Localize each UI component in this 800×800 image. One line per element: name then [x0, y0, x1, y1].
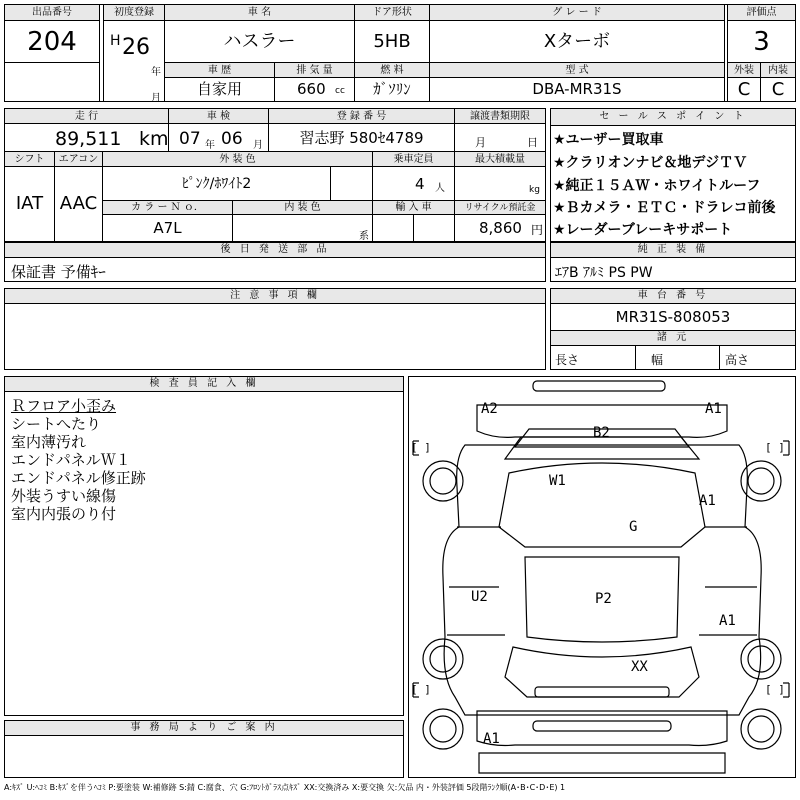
- inspection-year-unit: 年: [205, 140, 215, 151]
- chassis-label: 車 台 番 号: [551, 289, 795, 304]
- score-label: 評価点: [727, 5, 795, 21]
- bracket-right-top: [ ]: [765, 441, 785, 454]
- capacity-value: 4: [415, 175, 425, 193]
- inspection-label: 車 検: [169, 109, 269, 124]
- bracket-left-top: [ ]: [411, 441, 431, 454]
- capacity-box: [373, 167, 455, 201]
- max-load-label: 最大積載量: [455, 152, 545, 167]
- exterior-value: C: [727, 78, 761, 101]
- mark-w1: W1: [549, 473, 566, 489]
- shift-label: シフト: [5, 152, 55, 167]
- header-info-box: [4, 4, 796, 102]
- interior-value: C: [771, 79, 785, 100]
- bracket-right-bottom: [ ]: [765, 683, 785, 696]
- transfer-month-unit: 月: [475, 136, 486, 149]
- inspector-line-6: 外装うすい線傷: [11, 487, 117, 505]
- shift-value: IAT: [5, 167, 55, 241]
- sales-points-box: [550, 108, 796, 242]
- exterior-label: 外装: [727, 63, 761, 78]
- interior-label: 内装: [761, 63, 795, 78]
- plate-value: 習志野 580ｾ4789: [269, 124, 455, 152]
- fuel-label: 燃 料: [355, 63, 430, 78]
- first-registration-label: 初度登録: [103, 5, 165, 21]
- inspector-line-7: 室内内張のり付: [11, 505, 117, 523]
- transfer-deadline-label: 譲渡書類期限: [455, 109, 545, 124]
- year-unit: 年: [151, 67, 161, 78]
- month-unit: 月: [151, 93, 161, 104]
- mark-g: G: [629, 519, 638, 535]
- notes-box: [4, 288, 546, 370]
- bracket-left-bottom: [ ]: [411, 683, 431, 696]
- year-value: 26: [122, 35, 150, 60]
- inspection-box: [169, 124, 269, 152]
- office-label: 事 務 局 よ り ご 案 内: [5, 721, 403, 736]
- inspection-month: 06: [221, 129, 243, 149]
- mileage-label: 走 行: [5, 109, 169, 124]
- capacity-label: 乗車定員: [373, 152, 455, 167]
- ac-label: エアコン: [55, 152, 103, 167]
- car-diagram-box: [408, 376, 796, 778]
- inspector-line-2: シートへたり: [11, 415, 102, 433]
- transfer-day-unit: 日: [527, 136, 538, 149]
- later-parts-label: 後 日 発 送 部 品: [5, 242, 545, 258]
- mark-a1-right: A1: [699, 493, 716, 509]
- lot-number-label: 出品番号: [5, 5, 100, 21]
- equipment-box: [550, 242, 796, 282]
- recycle-label: リサイクル預託金: [455, 201, 545, 215]
- max-load-unit: kg: [529, 185, 540, 195]
- interior-color-unit: 系: [359, 231, 369, 242]
- recycle-box: [455, 215, 545, 241]
- later-parts-value: 保証書 予備ｷｰ: [11, 263, 106, 281]
- recycle-value: 8,860: [479, 219, 522, 237]
- door-type-label: ドア形状: [355, 5, 430, 21]
- lot-number-value: 204: [5, 21, 100, 63]
- displacement-box: [275, 78, 355, 101]
- later-parts-box: [4, 242, 546, 282]
- sales-point-1: ★ユーザー買取車: [553, 132, 664, 148]
- interior-color-box: [233, 215, 373, 241]
- inspector-line-4: エンドパネルＷ１: [11, 451, 131, 469]
- grade-label: グ レ ー ド: [430, 5, 725, 21]
- car-name-label: 車 名: [165, 5, 355, 21]
- transfer-deadline-box: [455, 124, 545, 152]
- length-label: 長さ: [555, 353, 580, 367]
- ac-value: AAC: [55, 167, 103, 241]
- first-registration-box: [103, 21, 165, 104]
- mileage-value: 89,511: [55, 128, 122, 150]
- inspector-line-1: Ｒフロア小歪み: [11, 397, 117, 415]
- exterior-color-label: 外 装 色: [103, 152, 373, 167]
- lot-blank: [5, 63, 100, 101]
- sales-points-label: セ ー ル ス ポ イ ン ト: [551, 109, 795, 126]
- mark-b2: B2: [593, 425, 610, 441]
- exterior-color-value: ﾋﾟﾝｸ/ﾎﾜｲﾄ2: [103, 167, 331, 201]
- mark-a1-front: A1: [705, 401, 722, 417]
- model-label: 型 式: [430, 63, 725, 78]
- inspector-line-5: エンドパネル修正跡: [11, 469, 146, 487]
- sales-point-5: ★レーダーブレーキサポート: [553, 222, 733, 238]
- inspection-month-unit: 月: [253, 140, 263, 151]
- inspector-box: [4, 376, 404, 716]
- interior-color-label: 内 装 色: [233, 201, 373, 215]
- era-value: H: [110, 33, 121, 49]
- color-blank: [331, 167, 373, 201]
- plate-label: 登 録 番 号: [269, 109, 455, 124]
- damage-legend: A:ｷｽﾞ U:ﾍｺﾐ B:ｷｽﾞを伴うﾍｺﾐ P:要塗装 W:補修跡 S:錆 C:腐食、穴 G:ﾌﾛﾝﾄｶﾞﾗｽ点ｷｽﾞ XX:交換済み X:要交換 欠:欠品 内・外装評価 5段階ﾗﾝｸ順(A･B･C･D･E) 1: [4, 783, 566, 792]
- displacement-label: 排 気 量: [275, 63, 355, 78]
- model-value: DBA-MR31S: [430, 78, 725, 101]
- fuel-value: ｶﾞｿﾘﾝ: [355, 78, 430, 101]
- car-name-value: ハスラー: [165, 21, 355, 63]
- equipment-label: 純 正 装 備: [551, 242, 795, 258]
- inspector-line-3: 室内薄汚れ: [11, 433, 87, 451]
- mileage-unit: km: [139, 128, 169, 150]
- recycle-unit: 円: [531, 223, 544, 237]
- inspector-label: 検 査 員 記 入 欄: [5, 377, 403, 392]
- office-box: [4, 720, 404, 778]
- mark-a1-rear: A1: [719, 613, 736, 629]
- mark-u2: U2: [471, 589, 488, 605]
- dimensions-row: [551, 346, 795, 370]
- width-label: 幅: [651, 353, 664, 367]
- door-type-value: 5HB: [355, 21, 430, 63]
- sales-point-2: ★クラリオンナビ＆地デジＴＶ: [553, 155, 748, 171]
- history-label: 車 歴: [165, 63, 275, 78]
- import-label: 輸 入 車: [373, 201, 455, 215]
- import-box: [373, 215, 455, 241]
- score-value: 3: [727, 21, 795, 63]
- mark-a2: A2: [481, 401, 498, 417]
- vehicle-details-box: [4, 108, 546, 242]
- sales-point-3: ★純正１５ＡＷ・ホワイトルーフ: [553, 178, 761, 194]
- max-load-box: [455, 167, 545, 201]
- color-no-value: A7L: [103, 215, 233, 241]
- equipment-value: ｴｱB ｱﾙﾐ PS PW: [555, 265, 653, 281]
- chassis-box: [550, 288, 796, 370]
- dimensions-label: 諸 元: [551, 331, 795, 346]
- sales-point-4: ★Ｂカメラ・ＥＴＣ・ドラレコ前後: [553, 200, 776, 216]
- mark-a1-bottom: A1: [483, 731, 500, 747]
- inspection-year: 07: [179, 129, 201, 149]
- height-label: 高さ: [725, 353, 750, 367]
- mark-xx: XX: [631, 659, 648, 675]
- history-value: 自家用: [165, 78, 275, 101]
- displacement-unit: cc: [335, 86, 345, 96]
- displacement-value: 660: [297, 80, 326, 98]
- chassis-value: MR31S-808053: [551, 304, 795, 331]
- mileage-box: [5, 124, 169, 152]
- capacity-unit: 人: [435, 183, 445, 194]
- mark-p2: P2: [595, 591, 612, 607]
- grade-value: Xターボ: [430, 21, 725, 63]
- notes-label: 注 意 事 項 欄: [5, 289, 545, 304]
- color-no-label: カ ラ ー Ｎ ｏ．: [103, 201, 233, 215]
